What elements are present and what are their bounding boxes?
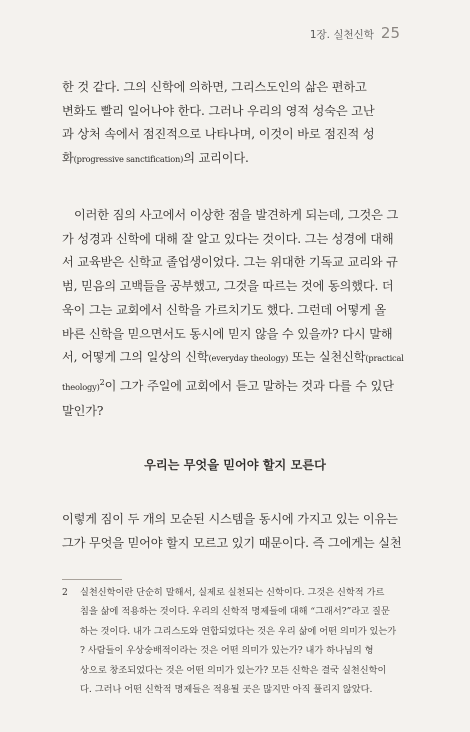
text-segment: 의 교리이다.	[183, 151, 249, 166]
text-line: 이렇게 짐이 두 개의 모순된 시스템을 동시에 가지고 있는 이유는	[62, 512, 398, 526]
footnote-line: ? 사람들이 우상숭배적이라는 것은 어떤 의미가 있는가? 내가 하나님의 형	[80, 645, 374, 657]
footnote-line: 침을 삶에 적용하는 것이다. 우리의 신학적 명제들에 대해 “그래서?”라고 질문	[80, 606, 390, 618]
chapter-title: 1장. 실천신학	[309, 29, 374, 41]
footnote-line: 상으로 창조되었다는 것은 어떤 의미가 있는가? 모든 신학은 결국 실천신학이	[80, 664, 387, 676]
text-line: 그가 무엇을 믿어야 할지 모르고 있기 때문이다. 즉 그에게는 실천	[62, 535, 402, 550]
footnote-text: 실천신학이란 단순히 말해서, 실제로 실천되는 신학이다. 그것은 신학적 가르	[80, 587, 385, 598]
english-term: (everyday theology)	[208, 353, 289, 364]
text-line: 욱이 그는 교회에서 신학을 가르치기도 했다. 그런데 어떻게 올	[62, 302, 387, 317]
text-line: 서 교육받은 신학교 졸업생이었다. 그는 위대한 기독교 교리와 규	[62, 255, 398, 270]
text-line: 말인가?	[62, 403, 104, 418]
section-heading: 우리는 무엇을 믿어야 할지 모른다	[144, 458, 326, 472]
text-line	[62, 147, 407, 172]
text-line: 바른 신학을 믿으면서도 동시에 믿지 않을 수 있을까? 다시 말해	[62, 326, 393, 341]
text-line: 이러한 짐의 사고에서 이상한 점을 발견하게 되는데, 그것은 그	[74, 208, 399, 222]
text-segment: 이 그가 주일에 교회에서 듣고 말하는 것과 다를 수 있단	[104, 378, 394, 393]
footnote-line: 하는 것이다. 내가 그리스도와 연합되었다는 것은 우리 삶에 어떤 의미가 있는가	[80, 625, 397, 637]
text-segment: 서, 어떻게 그의 일상의 신학	[62, 350, 209, 365]
english-term: (practical	[365, 353, 404, 364]
english-term: theology)	[62, 381, 100, 392]
footnote-marker[interactable]: 2	[99, 377, 105, 387]
text-segment: 화	[62, 151, 74, 166]
text-line: 한 것 같다. 그의 신학에 의하면, 그리스도인의 삶은 편하고	[62, 80, 367, 94]
footnote	[62, 583, 412, 699]
footnote-line: 다. 그러나 어떤 신학적 명제들은 적용될 곳은 많지만 아직 풀리지 않았다.	[80, 684, 373, 696]
text-segment: 또는 실천신학	[288, 350, 366, 365]
footnote-divider	[62, 579, 122, 580]
english-term: (progressive sanctification)	[73, 154, 184, 165]
text-line: 변화도 빨리 일어나야 한다. 그러나 우리의 영적 성숙은 고난	[62, 103, 375, 118]
footnote-number: 2	[62, 587, 68, 598]
text-line: 범, 믿음의 고백들을 공부했고, 그것을 따르는 것에 동의했다. 더	[62, 279, 394, 294]
footnote-line	[62, 583, 412, 602]
paragraph-2	[62, 204, 407, 423]
running-header	[310, 24, 400, 42]
text-line	[62, 346, 407, 371]
text-line: 과 상처 속에서 점진적으로 나타나며, 이것이 바로 점진적 성	[62, 127, 375, 142]
page-number: 25	[380, 24, 400, 42]
text-line	[62, 371, 407, 400]
text-line: 가 성경과 신학에 대해 잘 알고 있다는 것이다. 그는 성경에 대해	[62, 231, 394, 246]
paragraph-3	[62, 508, 407, 555]
paragraph-1	[62, 76, 407, 172]
